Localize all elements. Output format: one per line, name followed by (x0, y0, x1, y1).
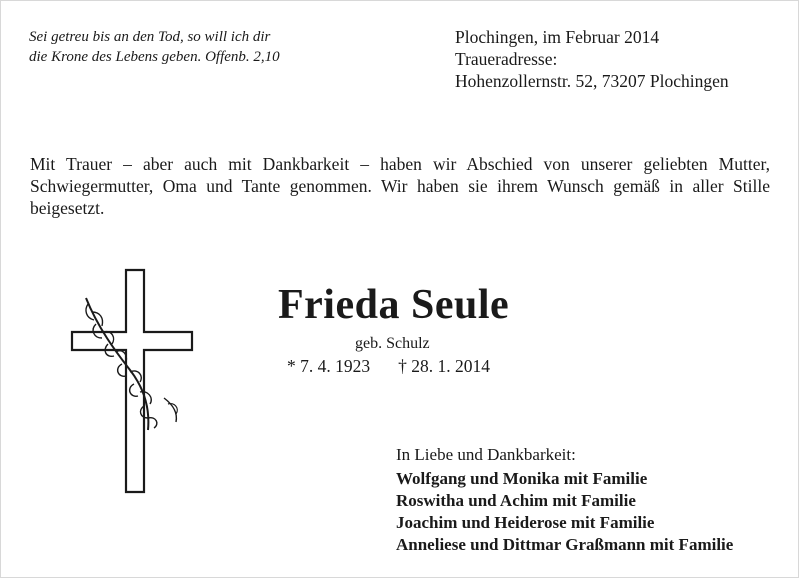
mourner-family: Anneliese und Dittmar Graßmann mit Familie (396, 535, 734, 554)
signoff: In Liebe und Dankbarkeit: (396, 445, 576, 464)
verse-line-1: Sei getreu bis an den Tod, so will ich dir (29, 29, 271, 45)
verse-line-2: die Krone des Lebens geben. Offenb. 2,10 (29, 49, 280, 65)
cross-with-palm-branch-icon (64, 268, 194, 494)
mourner-list (396, 468, 733, 556)
place-and-address (455, 26, 729, 92)
birth-date: * 7. 4. 1923 (287, 356, 371, 376)
mourning-message: Mit Trauer – aber auch mit Dankbarkeit – haben wir Abschied von unserer geliebten Mutter, Schwiegermutter, Oma und Tante genommen. Wir haben sie ihrem Wunsch gemäß in aller Stille beigesetzt. (30, 154, 770, 218)
address-label: Traueradresse: (455, 49, 558, 69)
life-dates (287, 355, 490, 377)
birth-name: geb. Schulz (355, 335, 430, 352)
mourner-family: Joachim und Heiderose mit Familie (396, 513, 655, 532)
deceased-name: Frieda Seule (278, 282, 510, 328)
mourner-family: Wolfgang und Monika mit Familie (396, 469, 648, 488)
bible-verse (29, 27, 359, 67)
address: Hohenzollernstr. 52, 73207 Plochingen (455, 71, 729, 91)
location-date: Plochingen, im Februar 2014 (455, 27, 660, 47)
mourner-family: Roswitha und Achim mit Familie (396, 491, 636, 510)
death-date: † 28. 1. 2014 (398, 356, 490, 376)
